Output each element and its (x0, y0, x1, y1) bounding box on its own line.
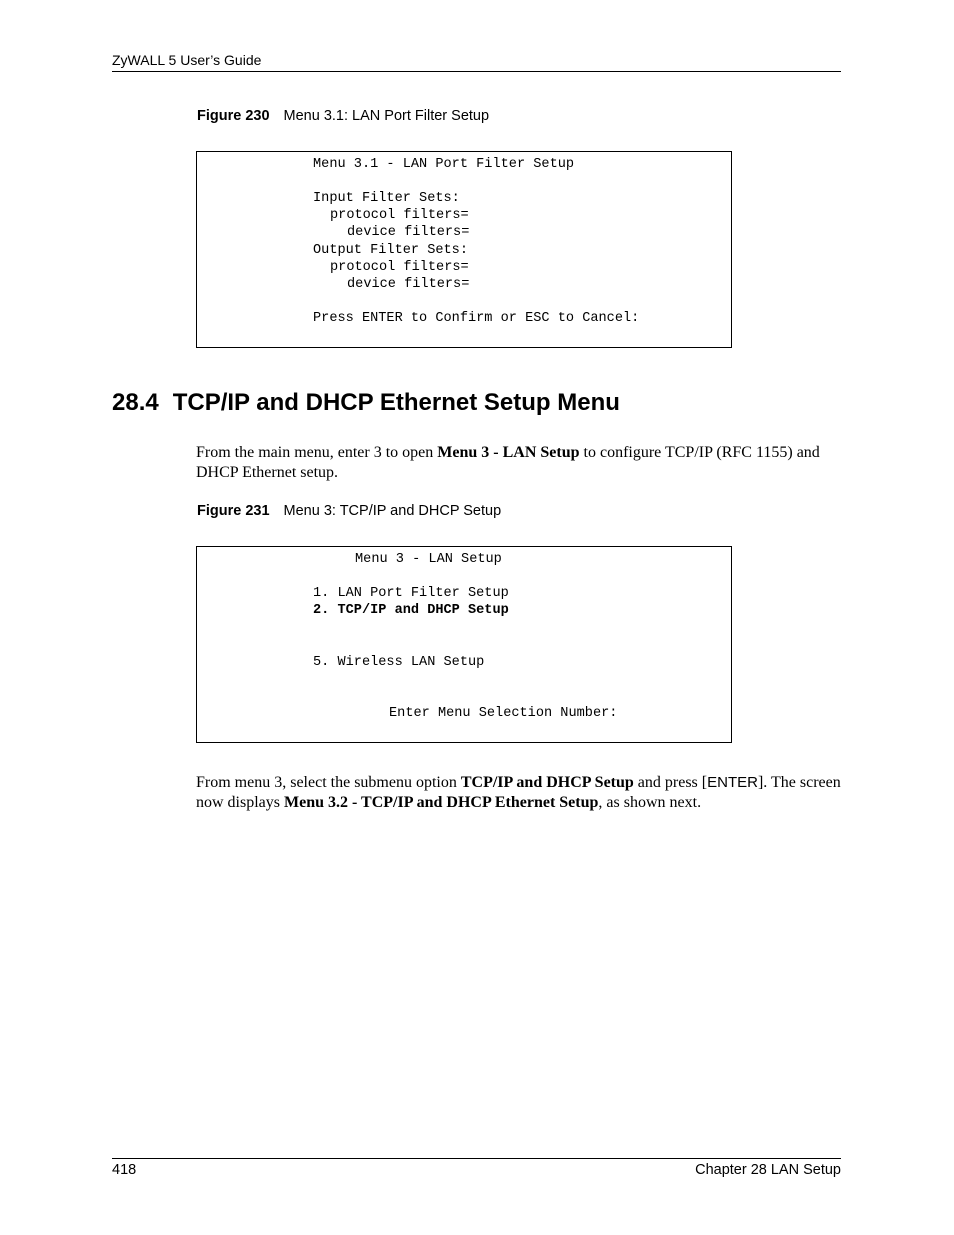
outro-paragraph (196, 773, 842, 813)
enter-key: ENTER (707, 774, 758, 791)
selection-prompt: Enter Menu Selection Number: (389, 706, 618, 721)
outro-text-2: and press [ (633, 774, 708, 791)
figure-231-caption (197, 503, 501, 520)
output-filter-sets-label: Output Filter Sets: (313, 243, 468, 258)
menu-3-title: Menu 3 - LAN Setup (355, 552, 502, 567)
footer-rule (112, 1158, 841, 1159)
menu-3-1-title: Menu 3.1 - LAN Port Filter Setup (313, 157, 575, 172)
menu-3-reference: Menu 3 - LAN Setup (437, 444, 580, 461)
page-number: 418 (112, 1162, 137, 1178)
outro-text: From menu 3, select the submenu option (196, 774, 461, 791)
confirm-prompt: Press ENTER to Confirm or ESC to Cancel: (313, 311, 640, 326)
input-filter-sets-label: Input Filter Sets: (313, 191, 460, 206)
figure-231-screen (196, 546, 732, 743)
menu-item-lan-port-filter: 1. LAN Port Filter Setup (313, 586, 509, 601)
figure-230-caption (197, 108, 489, 125)
chapter-title: Chapter 28 LAN Setup (695, 1162, 841, 1178)
menu-3-2-reference: Menu 3.2 - TCP/IP and DHCP Ethernet Setup (284, 794, 599, 811)
output-device-filters-field: device filters= (347, 277, 470, 292)
section-number: 28.4 (112, 389, 159, 416)
running-header: ZyWALL 5 User’s Guide (112, 52, 262, 68)
figure-231-label: Figure 231 (197, 503, 270, 519)
header-rule (112, 71, 841, 72)
input-protocol-filters-field: protocol filters= (330, 208, 469, 223)
outro-text-3: ]. The screen now displays (196, 774, 841, 811)
outro-text-4: , as shown next. (598, 794, 702, 811)
menu-item-tcpip-dhcp: 2. TCP/IP and DHCP Setup (313, 603, 509, 618)
output-protocol-filters-field: protocol filters= (330, 260, 469, 275)
intro-paragraph (196, 443, 842, 483)
figure-231-title: Menu 3: TCP/IP and DHCP Setup (283, 503, 502, 519)
intro-text: From the main menu, enter 3 to open (196, 444, 438, 461)
intro-text-tail: to configure TCP/IP (RFC 1155) and DHCP Ethernet setup. (196, 444, 820, 481)
section-heading (112, 388, 620, 418)
section-title: TCP/IP and DHCP Ethernet Setup Menu (172, 389, 620, 416)
figure-230-screen (196, 151, 732, 348)
figure-230-title: Menu 3.1: LAN Port Filter Setup (283, 108, 490, 124)
menu-item-wireless-lan: 5. Wireless LAN Setup (313, 655, 485, 670)
figure-230-label: Figure 230 (197, 108, 270, 124)
input-device-filters-field: device filters= (347, 225, 470, 240)
tcpip-dhcp-reference: TCP/IP and DHCP Setup (460, 774, 634, 791)
